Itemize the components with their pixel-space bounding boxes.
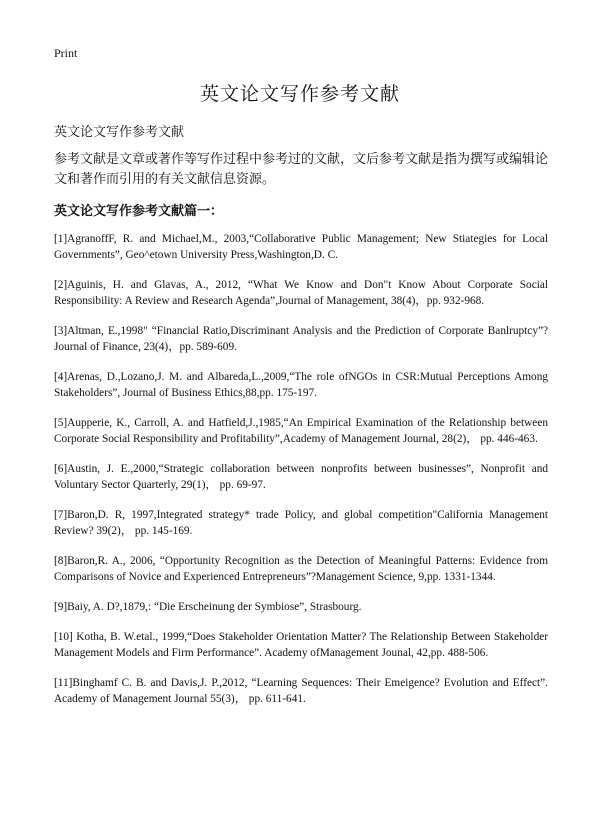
reference-item: [4]Arenas, D.,Lozano,J. M. and Albareda,L.,2009,“The role ofNGOs in CSR:Mutual Perceptions Among Stakeholders”, Journal of Business Ethics,88,pp. 175-197. <box>54 371 548 399</box>
reference-item: [3]Altman, E.,1998" “Financial Ratio,Discriminant Analysis and the Prediction of Corporate Banlruptcy”? Journal of Finance, 23(4)，pp. 589-609. <box>54 325 548 353</box>
section-heading: 英文论文写作参考文献篇一： <box>54 204 224 219</box>
reference-list <box>54 231 548 721</box>
reference-item: [11]Binghamf C. B. and Davis,J. P.,2012, “Learning Sequences: Their Emeigence? Evolution and Effect”. Academy of Management Journal 55(3)， pp. 611-641. <box>54 677 548 705</box>
reference-item: [6]Austin, J. E.,2000,“Strategic collaboration between nonprofits between businesses”, Nonprofit and Voluntary Sector Quarterly, 29(1)， pp. 69-97. <box>54 463 548 491</box>
reference-item: [1]AgranoffF, R. and Michael,M., 2003,“Collaborative Public Management; New Stiategies for Local Governments”, Geo^etown University Press,Washington,D. C. <box>54 233 548 261</box>
reference-item: [7]Baron,D. R, 1997,Integrated strategy* trade Policy, and global competition"California Management Review? 39(2)， pp. 145-169. <box>54 509 548 537</box>
reference-item: [10] Kotha, B. W.etal., 1999,“Does Stakeholder Orientation Matter? The Relationship Between Stakeholder Management Models and Firm Performance”. Academy ofManagement Jounal, 42,pp. 488-506. <box>54 631 548 659</box>
reference-item: [9]Baiy, A. D?,1879,: “Die Erscheinung der Symbiose”, Strasbourg. <box>54 601 362 613</box>
page-title: 英文论文写作参考文献 <box>199 83 400 105</box>
reference-item: [5]Aupperie, K., Carroll, A. and Hatfield,J.,1985,“An Empirical Examination of the Relationship between Corporate Social Responsibility and Profitability”,Academy of Management Journal, 28(2)， pp. 446-463. <box>54 417 548 445</box>
intro-paragraph: 参考文献是文章或著作等写作过程中参考过的文献，文后参考文献是指为撰写或编辑论文和著作而引用的有关文献信息资源。 <box>54 152 549 187</box>
print-label[interactable]: Print <box>54 46 78 60</box>
reference-item: [8]Baron,R. A., 2006, “Opportunity Recognition as the Detection of Meaningful Patterns: Evidence from Comparisons of Novice and Experienced Entrepreneurs”?Management Science, 9,pp. 1331-1344. <box>54 555 548 583</box>
subtitle: 英文论文写作参考文献 <box>54 125 185 140</box>
reference-item: [2]Aguinis, H. and Glavas, A., 2012, “What We Know and Don"t Know About Corporate Social Responsibility: A Review and Research Agenda”,Journal of Management, 38(4)，pp. 932-968. <box>54 279 548 307</box>
